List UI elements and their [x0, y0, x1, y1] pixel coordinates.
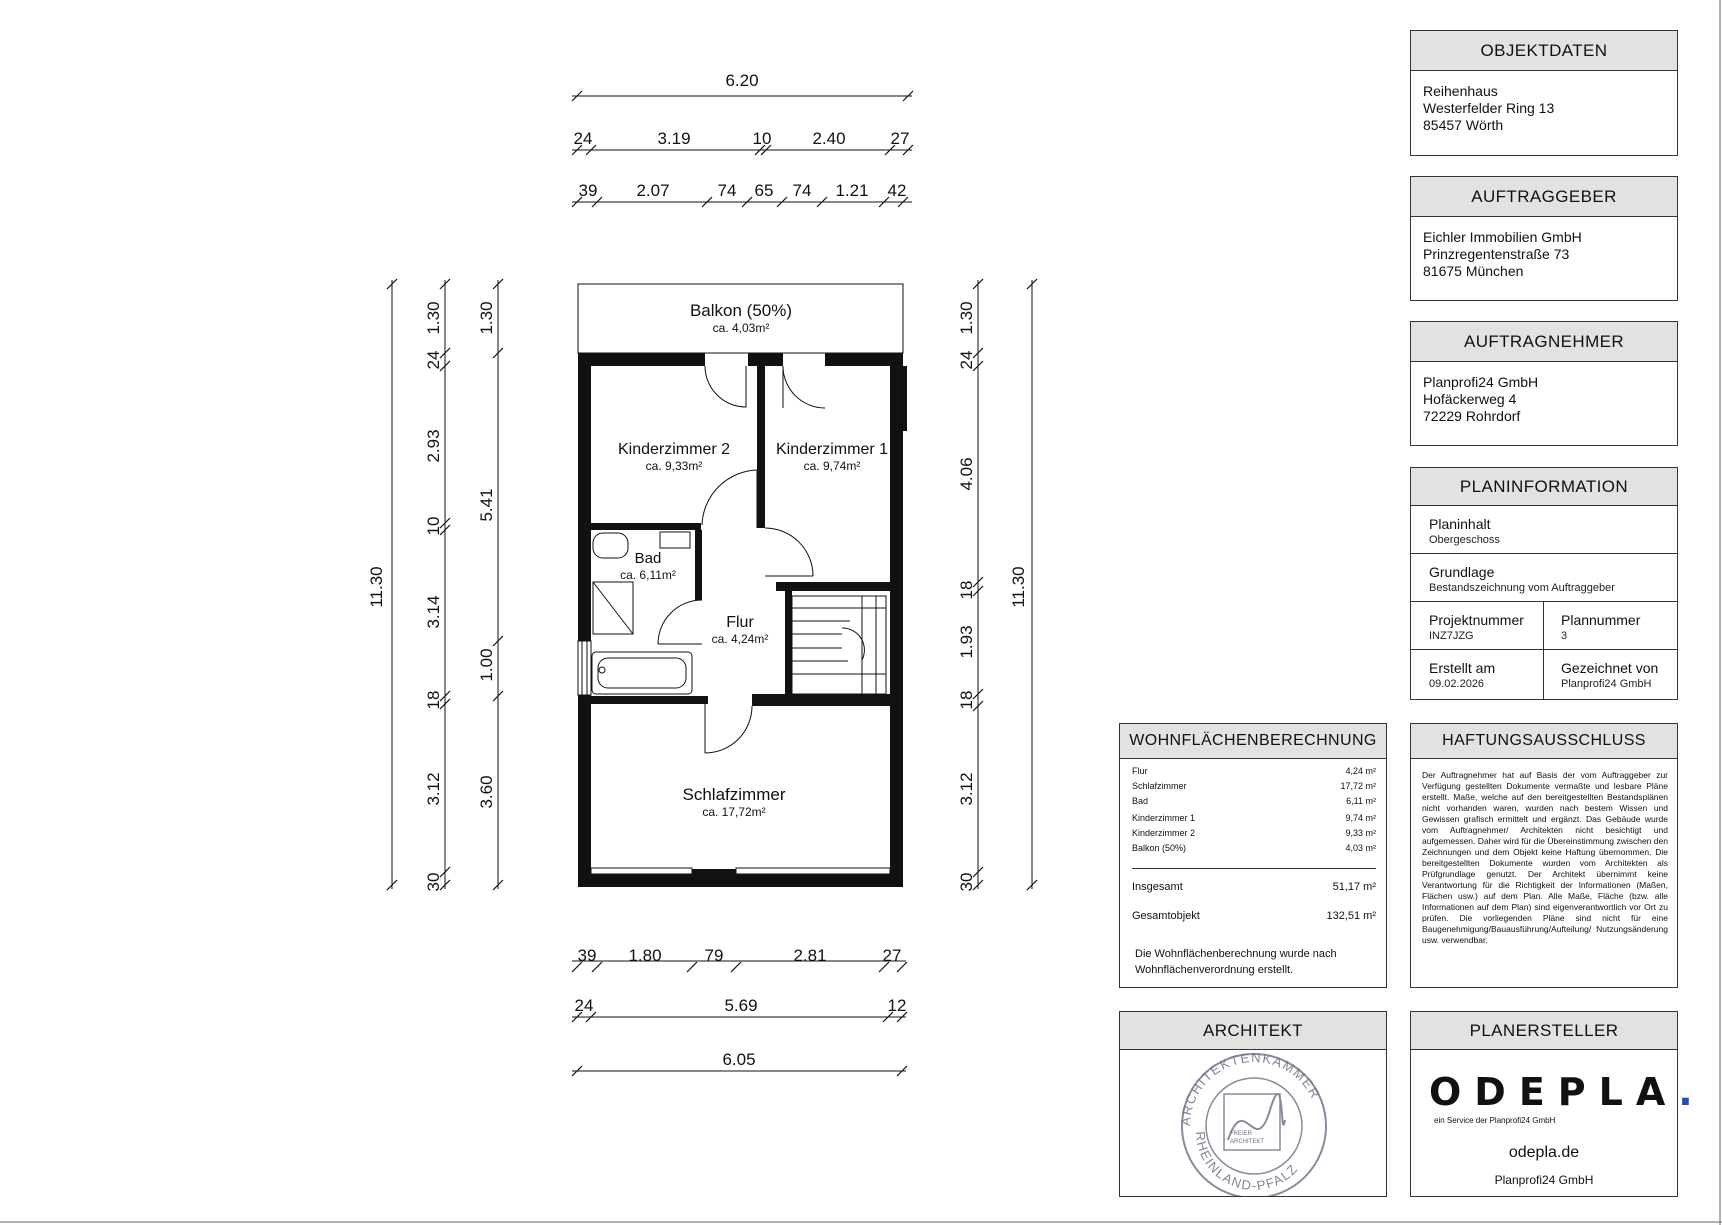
dimension-label: 24	[957, 350, 976, 370]
dimension-label: 74	[792, 181, 812, 200]
room-area: ca. 17,72m²	[702, 805, 766, 819]
wohnflaeche-area: 4,24 m²	[1345, 766, 1376, 776]
dimension-label: 1.30	[957, 301, 976, 335]
dimension-label: 3.19	[657, 129, 691, 148]
room-name: Flur	[726, 614, 754, 631]
room-area: ca. 4,03m²	[712, 321, 770, 335]
wohnflaeche-row	[1132, 828, 1376, 838]
svg-text:ARCHITEKTENKAMMER	[1178, 1050, 1324, 1126]
dimension-label: 6.20	[725, 71, 759, 90]
wohnflaeche-row	[1132, 796, 1376, 806]
room-area: ca. 9,33m²	[645, 459, 703, 473]
planersteller-panel	[1410, 1011, 1693, 1197]
projektnummer-value: INZ7JZG	[1429, 630, 1474, 642]
erstellt-value: 09.02.2026	[1429, 678, 1485, 690]
dimension-lines	[392, 96, 1032, 1071]
dimension-label: 2.07	[636, 181, 670, 200]
wohnflaeche-divider	[1132, 868, 1376, 869]
wohnflaeche-title: WOHNFLÄCHENBERECHNUNG	[1120, 724, 1386, 759]
wohnflaeche-room: Balkon (50%)	[1132, 843, 1187, 853]
dimension-tick	[731, 962, 741, 972]
room-name: Schlafzimmer	[682, 785, 786, 804]
stamp-ring-bottom: RHEINLAND-PFALZ	[1192, 1130, 1301, 1194]
dimension-label: 79	[704, 946, 724, 965]
logo-tagline: ein Service der Planprofi24 GmbH	[1434, 1116, 1556, 1125]
wohnflaeche-room: Bad	[1132, 796, 1149, 806]
dimension-label: 5.69	[724, 996, 758, 1015]
planinhalt-cell	[1411, 506, 1677, 554]
planinformation-panel	[1410, 467, 1678, 700]
wohnflaeche-note: Die Wohnflächenberechnung wurde nach Wohnflächenverordnung erstellt.	[1135, 948, 1337, 976]
stamp-inner-2: ARCHITEKT	[1230, 1139, 1265, 1145]
wohnflaeche-area: 9,33 m²	[1345, 828, 1376, 838]
objekt-type: Reihenhaus	[1423, 83, 1498, 99]
wohnflaeche-room: Kinderzimmer 2	[1132, 828, 1196, 838]
gezeichnet-value: Planprofi24 GmbH	[1561, 678, 1652, 690]
logo-dot: .	[1678, 1070, 1693, 1114]
plannummer-label: Plannummer	[1561, 612, 1641, 628]
dimension-label: 1.93	[957, 625, 976, 659]
room-area: ca. 6,11m²	[620, 568, 676, 582]
dimension-tick	[687, 962, 697, 972]
dimension-label: 3.12	[424, 772, 443, 806]
insgesamt-label: Insgesamt	[1132, 881, 1183, 893]
dimension-label: 10	[752, 129, 772, 148]
dimension-label: 18	[424, 690, 443, 710]
haftung-panel	[1410, 723, 1678, 988]
dimension-label: 1.30	[477, 301, 496, 335]
erstellt-label: Erstellt am	[1429, 660, 1496, 676]
dimension-label: 24	[574, 996, 594, 1015]
wohnflaeche-panel	[1119, 723, 1387, 988]
dimension-label: 1.80	[628, 946, 662, 965]
wohnflaeche-area: 17,72 m²	[1340, 781, 1376, 791]
erstellt-cell	[1411, 650, 1544, 699]
room-name: Balkon (50%)	[689, 301, 793, 320]
grundlage-label: Grundlage	[1429, 564, 1495, 580]
wohnflaeche-room: Kinderzimmer 1	[1132, 813, 1196, 823]
dimension-label: 30	[957, 872, 976, 892]
dimension-label: 74	[717, 181, 737, 200]
auftragnehmer-name: Planprofi24 GmbH	[1423, 374, 1539, 390]
wohnflaeche-row	[1132, 813, 1376, 823]
dimension-label: 11.30	[1009, 566, 1028, 608]
dimension-label: 1.21	[835, 181, 869, 200]
architect-stamp	[1120, 1050, 1386, 1196]
objektdaten-title: OBJEKTDATEN	[1411, 31, 1677, 71]
auftraggeber-street: Prinzregentenstraße 73	[1423, 246, 1570, 262]
dimension-label: 10	[424, 516, 443, 536]
room-name: Kinderzimmer 2	[617, 441, 731, 458]
dimension-label: 3.14	[424, 595, 443, 629]
projektnummer-cell	[1411, 602, 1544, 650]
dimension-label: 65	[754, 181, 774, 200]
room-name: Bad	[634, 550, 662, 567]
dimension-label: 39	[578, 181, 598, 200]
planinhalt-value: Obergeschoss	[1429, 534, 1500, 546]
planinformation-title: PLANINFORMATION	[1411, 468, 1677, 506]
dimension-label: 11.30	[367, 566, 386, 608]
dimension-label: 5.41	[477, 488, 496, 522]
dimension-label: 30	[424, 872, 443, 892]
dimension-label: 6.05	[722, 1050, 756, 1069]
planersteller-company: Planprofi24 GmbH	[1494, 1173, 1594, 1187]
dimension-label: 1.00	[477, 648, 496, 682]
grundlage-cell	[1411, 554, 1677, 602]
auftraggeber-city: 81675 München	[1423, 263, 1524, 279]
architekt-title: ARCHITEKT	[1120, 1012, 1386, 1050]
wohnflaeche-room: Flur	[1132, 766, 1148, 776]
architekt-panel	[1119, 1011, 1387, 1197]
dimension-label: 18	[957, 690, 976, 710]
gesamtobjekt-value: 132,51 m²	[1326, 910, 1376, 922]
logo-text: ODEPLA	[1429, 1070, 1679, 1114]
insgesamt-value: 51,17 m²	[1332, 881, 1376, 893]
objekt-city: 85457 Wörth	[1423, 117, 1504, 133]
room-name: Kinderzimmer 1	[775, 441, 889, 458]
wohnflaeche-area: 9,74 m²	[1345, 813, 1376, 823]
grundlage-value: Bestandszeichnung vom Auftraggeber	[1429, 582, 1615, 594]
plannummer-cell	[1544, 602, 1677, 650]
haftung-text: Der Auftragnehmer hat auf Basis der vom Auftraggeber zur Verfügung gestellten Dokumente vermaßte und lesbare Pläne erstellt. Maße, welche auf den bereitgestellten Bestandsplänen nicht vorhanden waren, wurden nach bestem Wissen und Gewissen grafisch ermittelt und ergänzt. Das Gebäude wurde vom Auftragnehmer/ Architekten nicht besichtigt und aufgemessen. Daher wird für die Übereinstimmung zwischen den Zeichnungen und dem Objekt keine Haftung übernommen. Die bereitgestellten Dokumente wurden vom Architekten als Prüfgrundlage genutzt. Der Architekt übernimmt keine Verantwortung für die Richtigkeit der Informationen (Maßen, Flächen usw.) auf dem Plan. Alle Maße, Fläche (bzw. alle Informationen auf dem Plan) sind eigenverantwortlich vor Ort zu prüfen. Die vorliegenden Pläne sind nicht für eine Baugenehmigung/Bauausführung/Aufteilung/ Nutzungsänderung usw. verwendbar.	[1422, 770, 1668, 945]
odepla-url: odepla.de	[1508, 1144, 1580, 1161]
dimension-label: 1.30	[424, 301, 443, 335]
dimension-label: 39	[577, 946, 597, 965]
dimension-label: 24	[424, 350, 443, 370]
gezeichnet-cell	[1544, 650, 1677, 699]
dimension-label: 2.81	[793, 946, 827, 965]
room-area: ca. 9,74m²	[803, 459, 861, 473]
gesamtobjekt-row	[1132, 910, 1376, 922]
dimension-label: 2.93	[424, 429, 443, 463]
wohnflaeche-row	[1132, 843, 1376, 853]
dimension-label: 3.12	[957, 772, 976, 806]
dimension-label: 2.40	[812, 129, 846, 148]
dimension-label: 12	[887, 996, 907, 1015]
objektdaten-panel	[1410, 30, 1678, 156]
wohnflaeche-row	[1132, 766, 1376, 776]
planersteller-title: PLANERSTELLER	[1411, 1012, 1677, 1050]
objekt-street: Westerfelder Ring 13	[1423, 100, 1555, 116]
auftraggeber-title: AUFTRAGGEBER	[1411, 177, 1677, 217]
gezeichnet-label: Gezeichnet von	[1561, 660, 1659, 676]
room-area: ca. 4,24m²	[711, 632, 769, 646]
dimension-label: 27	[890, 129, 910, 148]
dimension-label: 18	[957, 580, 976, 600]
dimension-label: 4.06	[957, 457, 976, 491]
wohnflaeche-room: Schlafzimmer	[1132, 781, 1187, 791]
plannummer-value: 3	[1561, 630, 1568, 642]
haftung-title: HAFTUNGSAUSSCHLUSS	[1411, 724, 1677, 759]
insgesamt-row	[1132, 881, 1376, 893]
auftraggeber-name: Eichler Immobilien GmbH	[1423, 229, 1582, 245]
wohnflaeche-area: 4,03 m²	[1345, 843, 1376, 853]
gesamtobjekt-label: Gesamtobjekt	[1132, 910, 1200, 922]
auftragnehmer-street: Hofäckerweg 4	[1423, 391, 1517, 407]
auftragnehmer-title: AUFTRAGNEHMER	[1411, 322, 1677, 362]
stamp-ring-top: ARCHITEKTENKAMMER	[1177, 1050, 1324, 1127]
dimension-label: 3.60	[477, 775, 496, 809]
auftragnehmer-panel	[1410, 321, 1678, 446]
stamp-inner-1: FREIER	[1230, 1131, 1253, 1137]
dimension-label: 24	[573, 129, 593, 148]
dimension-label: 27	[882, 946, 902, 965]
wohnflaeche-row	[1132, 781, 1376, 791]
projektnummer-label: Projektnummer	[1429, 612, 1524, 628]
wohnflaeche-area: 6,11 m²	[1346, 796, 1376, 806]
planinhalt-label: Planinhalt	[1429, 516, 1491, 532]
auftraggeber-panel	[1410, 176, 1678, 301]
odepla-logo	[1429, 1070, 1693, 1114]
auftragnehmer-city: 72229 Rohrdorf	[1423, 408, 1521, 424]
dimension-label: 42	[887, 181, 907, 200]
